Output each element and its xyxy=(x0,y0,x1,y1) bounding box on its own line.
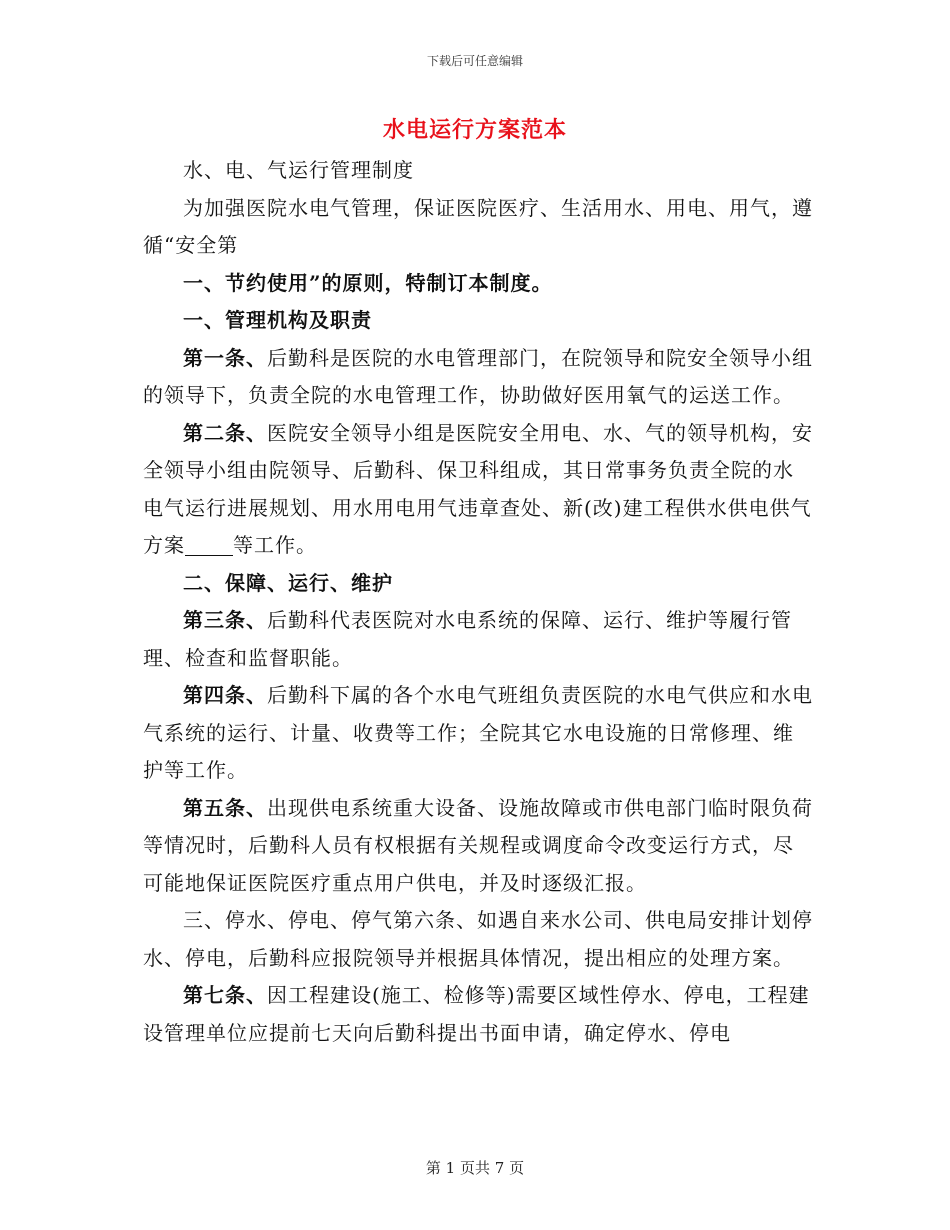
section-heading-text: 二、保障、运行、维护 xyxy=(183,570,393,595)
article-text: 医院安全领导小组是医院安全用电、水、气的领导机构，安全领导小组由院领导、后勤科、保卫科组成，其日常事务负责全院的水电气运行进展规划、用水用电用气违章查处、新(改)建工程供水供电供气方案 xyxy=(143,420,813,557)
section-3-article-6 xyxy=(143,902,813,977)
paragraph-intro xyxy=(143,190,813,265)
page-footer: 第 1 页共 7 页 xyxy=(425,1159,525,1177)
section-heading-text: 一、管理机构及职责 xyxy=(183,308,372,332)
article-text: 后勤科代表医院对水电系统的保障、运行、维护等履行管理、检查和监督职能。 xyxy=(143,608,792,670)
header-note: 下载后可任意编辑 xyxy=(426,54,523,68)
article-1 xyxy=(143,340,813,415)
article-lead: 第七条、 xyxy=(183,983,267,1007)
section-heading-2 xyxy=(143,565,813,603)
document-body xyxy=(143,152,813,1052)
article-text: 后勤科下属的各个水电气班组负责医院的水电气供应和水电气系统的运行、计量、收费等工作；全院其它水电设施的日常修理、维护等工作。 xyxy=(143,683,813,782)
paragraph-text: 水、电、气运行管理制度 xyxy=(183,158,414,182)
article-lead: 第三条、 xyxy=(183,608,267,632)
article-lead: 第一条、 xyxy=(183,345,267,370)
paragraph-intro-heading xyxy=(143,152,813,190)
article-text: 出现供电系统重大设备、设施故障或市供电部门临时限负荷等情况时，后勤科人员有权根据有关规程或调度命令改变运行方式，尽可能地保证医院医疗重点用户供电，并及时逐级汇报。 xyxy=(143,795,813,895)
paragraph-principle xyxy=(143,265,813,303)
article-text: 后勤科是医院的水电管理部门，在院领导和院安全领导小组的领导下，负责全院的水电管理工作，协助做好医用氧气的运送工作。 xyxy=(143,345,813,407)
article-text: 因工程建设(施工、检修等)需要区域性停水、停电，工程建设管理单位应提前七天向后勤科提出书面申请，确定停水、停电 xyxy=(143,983,810,1045)
article-4 xyxy=(143,677,813,790)
section-heading-1 xyxy=(143,302,813,340)
article-lead: 第二条、 xyxy=(183,420,267,445)
paragraph-text: 为加强医院水电气管理，保证医院医疗、生活用水、用电、用气，遵循“安全第 xyxy=(143,195,813,257)
paragraph-text: 三、停水、停电、停气第六条、如遇自来水公司、供电局安排计划停水、停电，后勤科应报院领导并根据具体情况，提出相应的处理方案。 xyxy=(143,908,813,970)
article-3 xyxy=(143,602,813,677)
document-title: 水电运行方案范本 xyxy=(382,117,567,143)
article-2 xyxy=(143,415,813,565)
paragraph-text: 一、节约使用”的原则，特制订本制度。 xyxy=(183,270,553,295)
article-text-tail: 等工作。 xyxy=(233,533,317,557)
article-lead: 第五条、 xyxy=(183,795,267,820)
article-lead: 第四条、 xyxy=(183,683,267,707)
blank-underline xyxy=(185,535,233,556)
article-7 xyxy=(143,977,813,1052)
article-5 xyxy=(143,790,813,903)
